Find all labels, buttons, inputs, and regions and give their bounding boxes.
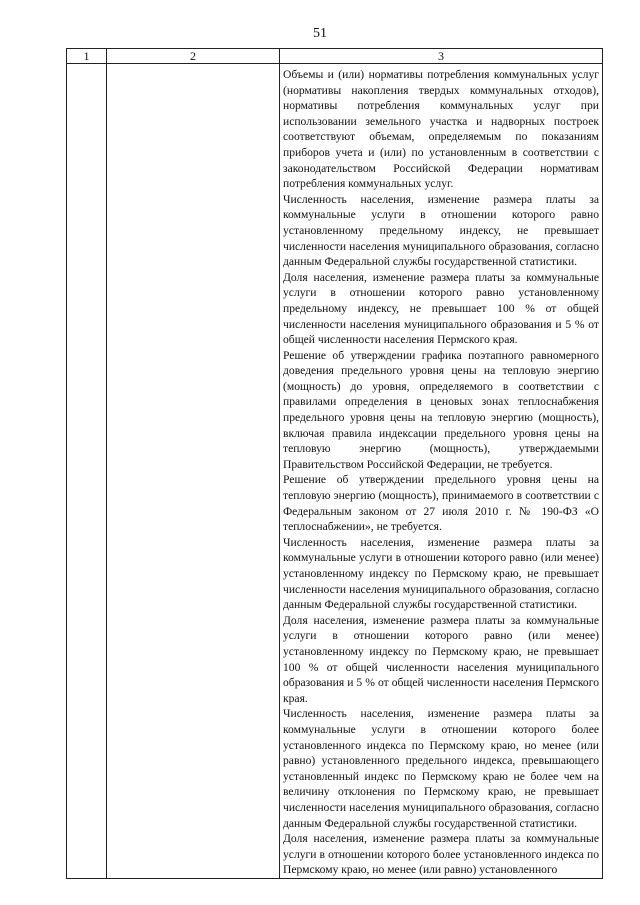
paragraph-population-count-above-index: Численность населения, изменение размера платы за коммунальные услуги в отношении которого более установленного индекса по Пермскому краю, но менее (или равно) установленного предельного индекса, превышающего установленный индекс по Пермскому краю не более чем на величину отклонения по Пермскому краю, не превышает численности населения муниципального образования, согласно данным Федеральной службы государственной статистики. — [283, 707, 599, 830]
cell-col-2 — [107, 64, 280, 879]
paragraph-volumes-norms: Объемы и (или) нормативы потребления коммунальных услуг (нормативы накопления твердых коммунальных отходов), нормативы потребления коммунальных услуг при использовании земельного участка и надворных построек соответствуют объемам, определяемым по показаниям приборов учета и (или) по установленным в соответствии с законодательством Российской Федерации нормативам потребления коммунальных услуг. — [283, 68, 599, 191]
cell-col-1 — [67, 64, 107, 879]
paragraph-population-share-above-index: Доля населения, изменение размера платы за коммунальные услуги в отношении которого более установленного индекса по Пермскому краю, но менее (или равно) установленного — [283, 832, 599, 877]
table-header-row — [67, 49, 603, 64]
document-table — [66, 48, 603, 879]
paragraph-heat-price-limit: Решение об утверждении предельного уровня цены на тепловую энергию (мощность), принимаемого в соответствии с Федеральным законом от 27 июля 2010 г. № 190-ФЗ «О теплоснабжении», не требуется. — [283, 473, 599, 534]
page-number: 51 — [313, 26, 327, 41]
paragraph-heat-price-schedule: Решение об утверждении графика поэтапного равномерного доведения предельного уровня цены на тепловую энергию (мощность) до уровня, определяемого в соответствии с правилами определения в ценовых зонах теплоснабжения предельного уровня цены на тепловую энергию (мощность), включая правила индексации предельного уровня цены на тепловую энергию (мощность), утверждаемыми Правительством Российской Федерации, не требуется. — [283, 348, 599, 471]
cell-col-3-content — [280, 64, 602, 878]
paragraph-population-share-regional-index: Доля населения, изменение размера платы за коммунальные услуги в отношении которого равно (или менее) установленному индексу по Пермскому краю, не превышает 100 % от общей численности населения муниципального образования и 5 % от общей численности населения Пермского края. — [283, 613, 599, 705]
table-row — [67, 64, 603, 879]
paragraph-population-count-limit-index: Численность населения, изменение размера платы за коммунальные услуги в отношении которого равно установленному предельному индексу, не превышает численности населения муниципального образования, согласно данным Федеральной службы государственной статистики. — [283, 192, 599, 269]
paragraph-population-count-regional-index: Численность населения, изменение размера платы за коммунальные услуги в отношении которого равно (или менее) установленному индексу по Пермскому краю, не превышает численности населения муниципального образования, согласно данным Федеральной службы государственной статистики. — [283, 535, 599, 612]
cell-col-3 — [280, 64, 603, 879]
column-header-1: 1 — [67, 49, 107, 64]
column-header-2: 2 — [107, 49, 280, 64]
paragraph-population-share-limit-index: Доля населения, изменение размера платы за коммунальные услуги в отношении которого равно установленному предельному индексу, не превышает 100 % от общей численности населения муниципального образования и 5 % от общей численности населения Пермского края. — [283, 270, 599, 347]
column-header-3: 3 — [280, 49, 603, 64]
